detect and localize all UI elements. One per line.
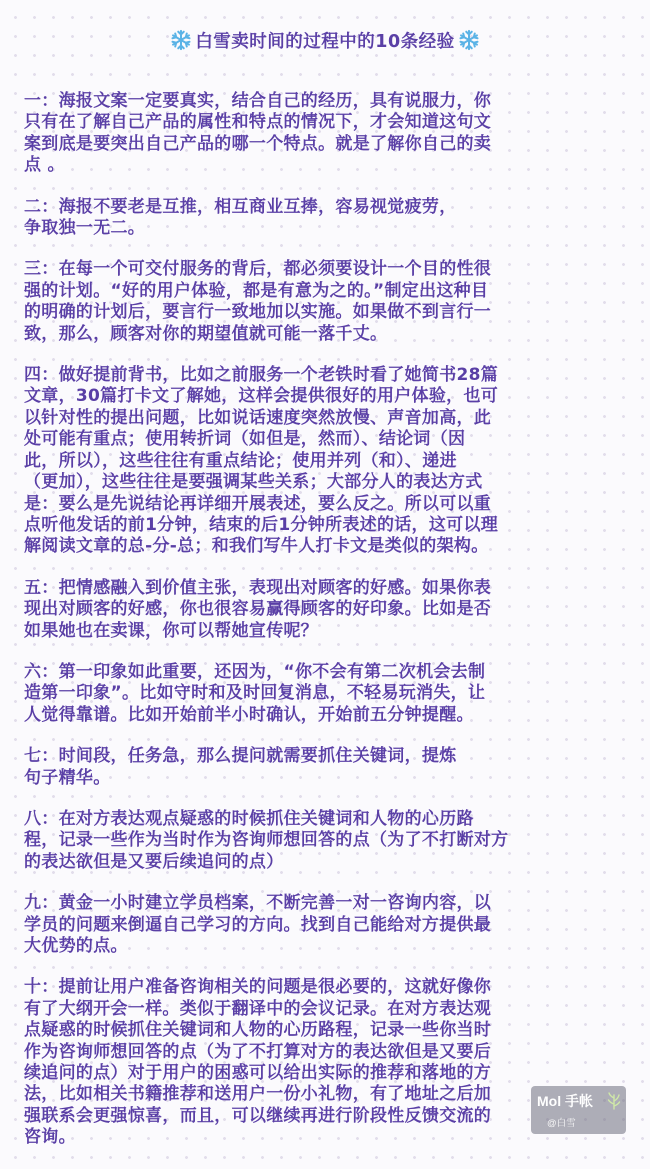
experience-item-7: 七：时间段，任务急，那么提问就需要抓住关键词，提炼 句子精华。 <box>24 746 457 788</box>
experience-list <box>24 91 590 1169</box>
snowflake-icon <box>458 29 480 51</box>
snowflake-icon <box>170 29 192 51</box>
watermark <box>531 1086 626 1134</box>
experience-item-1: 一：海报文案一定要真实，结合自己的经历，具有说服力，你 只有在了解自己产品的属性和特点的情况下，才会知道这句文 案到底是要突出自己产品的哪一个特点。就是了解你自己的卖 点 。 <box>24 91 492 176</box>
experience-item-2: 二：海报不要老是互推，相互商业互捧，容易视觉疲劳， 争取独一无二。 <box>24 196 457 239</box>
experience-item-8: 八：在对方表达观点疑惑的时候抓住关键词和人物的心历路 程，记录一些作为当时作为咨询师想回答的点（为了不打断对方 的表达欲但是又要后续追问的点） <box>24 808 509 872</box>
watermark-author: @白雪 <box>547 1118 576 1129</box>
experience-item-6: 六：第一印象如此重要，还因为，“你不会有第二次机会去制 造第一印象”。比如守时和及时回复消息，不轻易玩消失，让 人觉得靠谱。比如开始前半小时确认，开始前五分钟提醒。 <box>24 661 486 725</box>
page-title: 白雪卖时间的过程中的10条经验 <box>195 31 455 52</box>
watermark-brand: Mol 手帐 <box>537 1093 593 1109</box>
experience-item-3: 三：在每一个可交付服务的背后，都必须要设计一个目的性很 强的计划。“好的用户体验，都是有意为之的。”制定出这种目 的明确的计划后，要言行一致地加以实施。如果做不到言行一 致，那么，顾客对你的期望值就可能一落千丈。 <box>24 259 492 344</box>
leaf-icon <box>606 1092 622 1110</box>
experience-item-4: 四：做好提前背书，比如之前服务一个老铁时看了她简书28篇 文章，30篇打卡文了解她，这样会提供很好的用户体验，也可 以针对性的提出问题，比如说话速度突然放慢、声音加高，此 处可能有重点；使用转折词（如但是，然而）、结论词（因 此，所以），这些往往有重点结论；使用并列（和）、递进 （更加），这些往往是要强调某些关系；大部分人的表达方式 是：要么是先说结论再详细开展表述，要么反之。所以可以重 点听他发话的前1分钟，结束的后1分钟所表述的话，这可以理 解阅读文章的总-分-总；和我们写牛人打卡文是类似的架构。 <box>24 365 499 557</box>
title-bar <box>0 23 650 57</box>
experience-item-10: 十：提前让用户准备咨询相关的问题是很必要的，这就好像你 有了大纲开会一样。类似于翻译中的会议记录。在对方表达观 点疑惑的时候抓住关键词和人物的心历路程，记录一些你当时 作为咨询师想回答的点（为了不打算对方的表达欲但是又要后 续追问的点）对于用户的困惑可以给出实际的推荐和落地的方 法，比如相关书籍推荐和送用户一份小礼物，有了地址之后加 强联系会更强惊喜，而且，可以继续再进行阶段性反馈交流的 咨询。 <box>24 977 492 1148</box>
experience-item-9: 九：黄金一小时建立学员档案，不断完善一对一咨询内容，以 学员的问题来倒逼自己学习的方向。找到自己能给对方提供最 大优势的点。 <box>24 893 492 956</box>
experience-item-5: 五：把情感融入到价值主张，表现出对顾客的好感。如果你表 现出对顾客的好感，你也很容易赢得顾客的好印象。比如是否 如果她也在卖课，你可以帮她宣传呢？ <box>24 577 492 641</box>
